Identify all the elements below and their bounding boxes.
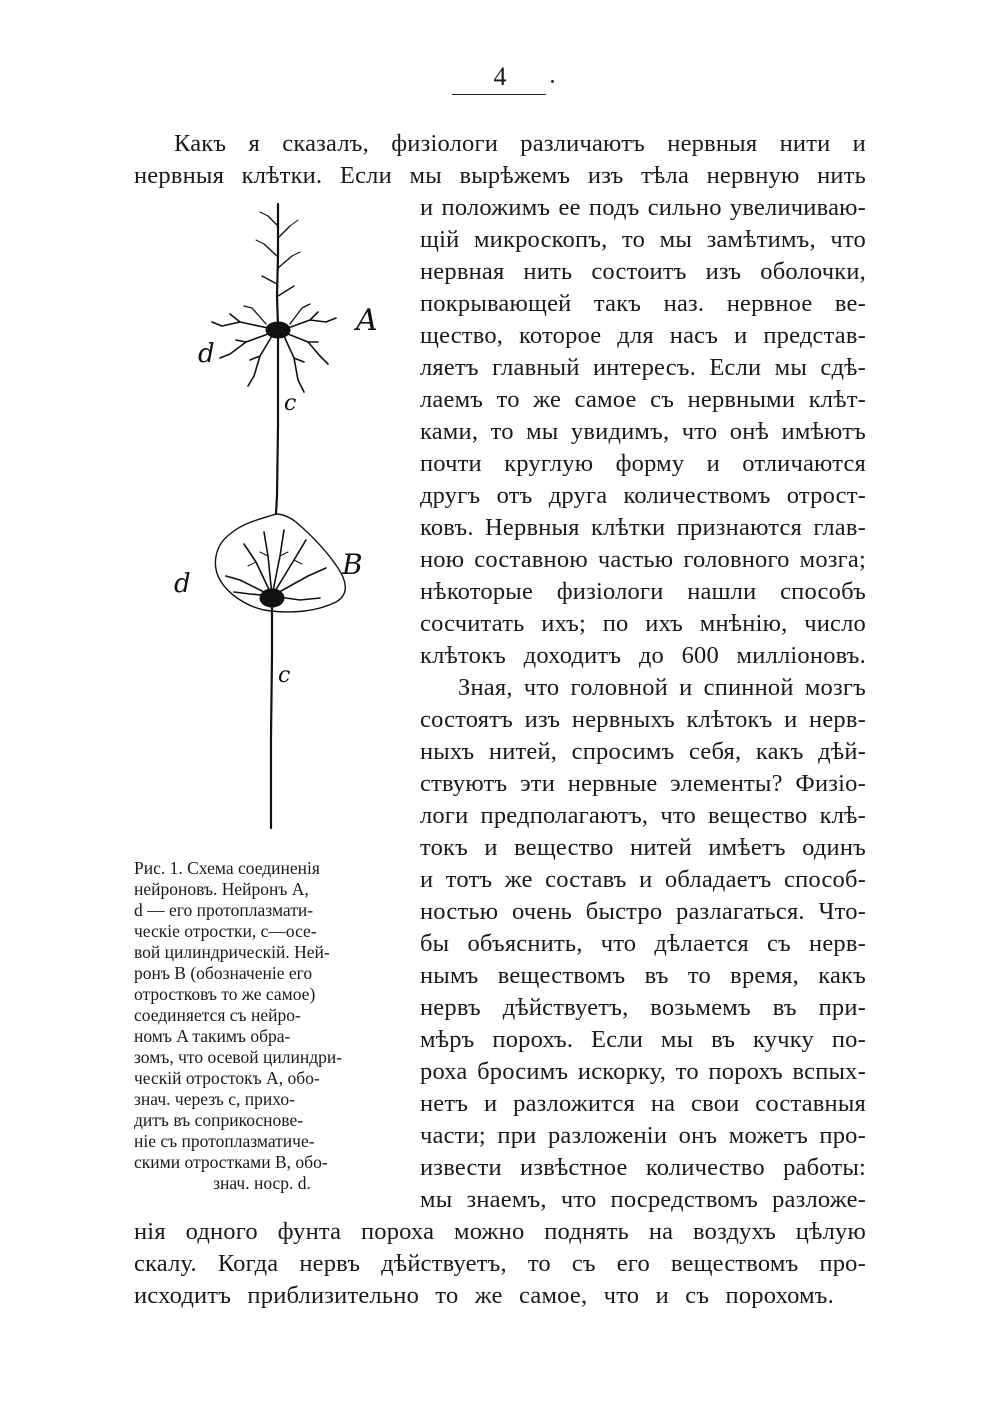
caption-line: d — его протоплазмати- bbox=[134, 900, 314, 920]
body-line: ковъ. Нервныя клѣтки признаются глав- bbox=[420, 514, 866, 541]
caption-line: вой цилиндрическiй. Ней- bbox=[134, 942, 330, 962]
caption-line: ческiе отростки, c—осе- bbox=[134, 921, 317, 941]
body-line: Зная, что головной и спинной мозгъ bbox=[458, 674, 866, 701]
body-line: ствуютъ эти нервные элементы? Физiо- bbox=[420, 770, 866, 797]
body-line: почти круглую форму и отличаются bbox=[420, 450, 866, 477]
body-line: ною составною частью головного мозга; bbox=[420, 546, 866, 573]
body-line: бы объяснить, что дѣлается съ нерв- bbox=[420, 930, 866, 957]
body-line: нѣкоторые физiологи нашли способъ bbox=[420, 578, 866, 605]
caption-line: скими отростками B, обо- bbox=[134, 1152, 328, 1172]
body-line: сосчитать ихъ; по ихъ мнѣнiю, число bbox=[420, 610, 866, 637]
body-line: роха бросимъ искорку, то порохъ вспых- bbox=[420, 1058, 866, 1085]
caption-line: знач. черезъ c, прихо- bbox=[134, 1089, 295, 1109]
body-line: нервъ дѣйствуетъ, возьмемъ въ при- bbox=[420, 994, 866, 1021]
body-line: исходитъ приблизительно то же самое, что и съ порохомъ. bbox=[134, 1282, 834, 1309]
body-line: нервная нить состоитъ изъ оболочки, bbox=[420, 258, 866, 285]
header-dot bbox=[551, 80, 554, 83]
body-line: скалу. Когда нервъ дѣйствуетъ, то съ его веществомъ про- bbox=[134, 1250, 866, 1277]
body-line: другъ отъ друга количествомъ отрост- bbox=[420, 482, 866, 509]
neuron-figure bbox=[160, 196, 400, 836]
body-line: покрывающей такъ наз. нервное ве- bbox=[420, 290, 866, 317]
caption-line: номъ A такимъ обра- bbox=[134, 1026, 291, 1046]
body-line: и положимъ ее подъ сильно увеличиваю- bbox=[420, 194, 866, 221]
caption-line: отростковъ то же самое) bbox=[134, 984, 316, 1004]
body-line: клѣтокъ доходитъ до 600 миллiоновъ. bbox=[420, 642, 866, 669]
body-line: мы знаемъ, что посредствомъ разложе- bbox=[420, 1186, 866, 1213]
caption-line: знач. носр. d. bbox=[213, 1173, 311, 1193]
caption-line: ческiй отростокъ A, обо- bbox=[134, 1068, 320, 1088]
label-c-top: c bbox=[284, 391, 297, 416]
label-A: A bbox=[356, 303, 378, 338]
label-c-bottom: c bbox=[278, 663, 291, 688]
body-line: логи предполагаютъ, что вещество клѣ- bbox=[420, 802, 866, 829]
body-line: нiя одного фунта пороха можно поднять на воздухъ цѣлую bbox=[134, 1218, 866, 1245]
caption-line: нiе съ протоплазматиче- bbox=[134, 1131, 315, 1151]
caption-line: зомъ, что осевой цилиндри- bbox=[134, 1047, 343, 1067]
caption-line: дитъ въ соприкосновe- bbox=[134, 1110, 304, 1130]
body-line: ностью очень быстро разлагаться. Что- bbox=[420, 898, 866, 925]
body-line: состоятъ изъ нервныхъ клѣтокъ и нерв- bbox=[420, 706, 866, 733]
body-line: щество, которое для насъ и представ- bbox=[420, 322, 866, 349]
body-line: и тотъ же составъ и обладаетъ способ- bbox=[420, 866, 866, 893]
body-line: ныхъ нитей, спросимъ себя, какъ дѣй- bbox=[420, 738, 866, 765]
body-line: извести извѣстное количество работы: bbox=[420, 1154, 866, 1181]
body-line: ляетъ главный интересъ. Если мы сдѣ- bbox=[420, 354, 866, 381]
body-line: токъ и вещество нитей имѣетъ одинъ bbox=[420, 834, 866, 861]
caption-line: соединяется съ нейро- bbox=[134, 1005, 301, 1025]
neuron-diagram bbox=[160, 196, 400, 836]
body-line: части; при разложенiи онъ можетъ про- bbox=[420, 1122, 866, 1149]
caption-line: нейроновъ. Нейронъ A, bbox=[134, 879, 309, 899]
caption-line: Рис. 1. Схема соединенiя bbox=[134, 858, 320, 878]
body-line: ками, то мы увидимъ, что онѣ имѣютъ bbox=[420, 418, 866, 445]
label-B: B bbox=[342, 548, 363, 581]
body-line: лаемъ то же самое съ нервными клѣт- bbox=[420, 386, 866, 413]
body-line: нетъ и разложится на свои составныя bbox=[420, 1090, 866, 1117]
header-rule bbox=[452, 94, 546, 95]
body-line: нервныя клѣтки. Если мы вырѣжемъ изъ тѣла нервную нить bbox=[134, 162, 866, 189]
body-line: нымъ веществомъ въ то время, какъ bbox=[420, 962, 866, 989]
label-d-top: d bbox=[198, 339, 215, 369]
body-line: мѣръ порохъ. Если мы въ кучку по- bbox=[420, 1026, 866, 1053]
caption-line: ронъ B (обозначенiе его bbox=[134, 963, 313, 983]
label-d-bottom: d bbox=[174, 569, 191, 599]
body-line: щiй микроскопъ, то мы замѣтимъ, что bbox=[420, 226, 866, 253]
body-line: Какъ я сказалъ, физiологи различаютъ нервныя нити и bbox=[174, 130, 866, 157]
page-number: 4 bbox=[493, 62, 507, 91]
